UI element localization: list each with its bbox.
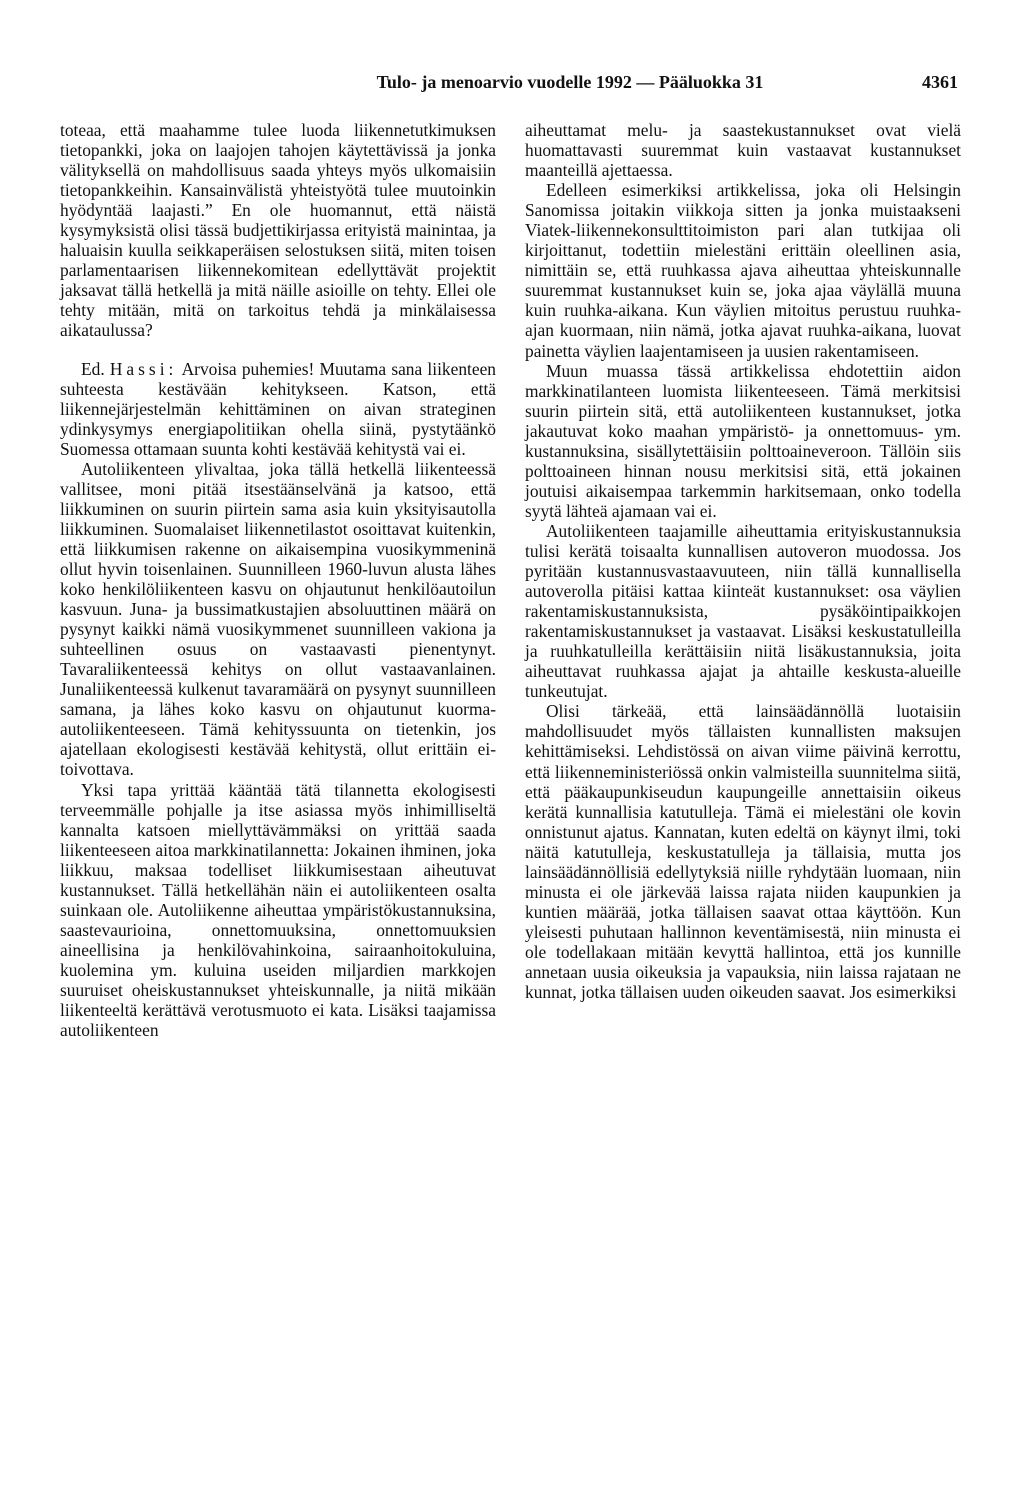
speaker-paragraph bbox=[60, 359, 496, 459]
page-header bbox=[60, 68, 964, 96]
speech-text: Arvoisa puhemies! Muutama sana liikenteen suhteesta kestävään kehitykseen. Katson, että liikennejärjestelmän kehittäminen on aivan strateginen ydinkysymys energiapolitiikan ohella siinä, pystytäänkö Suomessa ottamaan suunta kohti kestävää kehitystä vai ei. bbox=[60, 358, 496, 459]
page-number: 4361 bbox=[922, 72, 958, 92]
paragraph: Autoliikenteen ylivaltaa, joka tällä hetkellä liikenteessä vallitsee, moni pitää itsestäänselvänä ja katsoo, että liikkuminen on suurin piirtein sama asia kuin yksityisautolla liikkuminen. Suomalaiset liikennetilastot osoittavat kuitenkin, että liikkumisen rakenne on aikaisempina vuosikymmeninä ollut hyvin toisenlainen. Suunnilleen 1960-luvun alusta lähes koko henkilöliikenteen kasvu on ohjautunut henkilöautoilun kasvuun. Juna- ja bussimatkustajien absoluuttinen määrä on pysynyt kaikki nämä vuosikymmenet suunnilleen vakiona ja suhteellinen osuus on vastaavasti pienentynyt. Tavaraliikenteessä kehitys on ollut vastaavanlainen. Junaliikenteessä kulkenut tavaramäärä on pysynyt suunnilleen samana, ja lähes koko kasvu on ohjautunut kuorma-autoliikenteeseen. Tämä kehityssuunta on tietenkin, jos ajatellaan ekologisesti kestävää kehitystä, ollut erittäin ei-toivottava. bbox=[60, 458, 496, 780]
left-column bbox=[60, 120, 496, 1040]
paragraph: Edelleen esimerkiksi artikkelissa, joka oli Helsingin Sanomissa joitakin viikkoja sitten ja jonka muistaakseni Viatek-liikennekonsulttitoimiston pari alan tutkijaa oli kirjoittanut, todettiin mielestäni erittäin oleellinen asia, nimittäin se, että ruuhkassa ajava aiheuttaa yhteiskunnalle suuremmat kustannukset kuin se, joka ajaa väylällä muuna kuin ruuhka-aikana. Kun väylien mitoitus perustuu ruuhka-ajan kuormaan, niin nämä, jotka ajavat ruuhka-aikana, luovat painetta väylien laajentamiseen ja uusien rakentamiseen. bbox=[525, 180, 961, 361]
paragraph: Olisi tärkeää, että lainsäädännöllä luotaisiin mahdollisuudet myös tällaisten kunnallisten maksujen kehittämiseksi. Lehdistössä on aivan viime päivinä kerrottu, että liikenneministeriössä onkin valmisteilla suunnitelma siitä, että pääkaupunkiseudun kaupungeille annettaisiin oikeus kerätä kunnallisia katutulleja. Tämä ei mielestäni ole kovin onnistunut ajatus. Kannatan, kuten edeltä on käynyt ilmi, toki näitä katutulleja, keskustatulleja ja tällaisia, mutta jos lainsäädännöllisiä edellytyksiä niille ryhdytään luomaan, niin minusta ei ole järkevää laissa rajata niiden kaupunkien ja kuntien määrää, jotka tällaisen saavat ottaa käyttöön. Kun yleisesti puhutaan hallinnon keventämisestä, niin minusta ei ole todellakaan mitään kevyttä hallintoa, että jos kunnille annetaan uusia oikeuksia ja vapauksia, niin laissa rajataan ne kunnat, jotka tällaisen uuden oikeuden saavat. Jos esimerkiksi bbox=[525, 701, 961, 1003]
paragraph: Autoliikenteen taajamille aiheuttamia erityiskustannuksia tulisi kerätä toisaalta kunnallisen autoveron muodossa. Jos pyritään kustannusvastaavuuteen, niin tällä kunnallisella autoverolla pitäisi kattaa kiinteät kustannukset: osa väylien rakentamiskustannuksista, pysäköintipaikkojen rakentamiskustannukset ja vastaavat. Lisäksi keskustatulleilla ja ruuhkatulleilla kerättäisiin niitä lisäkustannuksia, joita aiheuttavat ruuhkassa ajajat ja ahtaille keskusta-alueille tunkeutujat. bbox=[525, 520, 961, 702]
speaker-prefix: Ed. bbox=[81, 358, 105, 379]
paragraph: Yksi tapa yrittää kääntää tätä tilannetta ekologisesti terveemmälle pohjalle ja itse asiassa myös inhimilliseltä kannalta katsoen miellyttävämmäksi on yrittää saada liikenteeseen aitoa markkinatilannetta: Jokainen ihminen, joka liikkuu, maksaa todelliset liikkumisestaan aiheutuvat kustannukset. Tällä hetkellähän näin ei autoliikenteen osalta suinkaan ole. Autoliikenne aiheuttaa ympäristökustannuksina, saastevaurioina, onnettomuuksina, onnettomuuksien aineellisina ja henkilövahinkoina, sairaanhoitokuluina, kuolemina ym. kuluina useiden miljardien markkojen suuruiset oheiskustannukset yhteiskunnalle, ja niitä mikään liikenteeltä kerättävä verotusmuoto ei kata. Lisäksi taajamissa autoliikenteen bbox=[60, 779, 496, 1041]
running-title: Tulo- ja menoarvio vuodelle 1992 — Pääluokka 31 bbox=[376, 72, 764, 92]
speaker-name: Hassi: bbox=[109, 358, 178, 379]
right-column bbox=[525, 120, 961, 1002]
paragraph: Muun muassa tässä artikkelissa ehdotettiin aidon markkinatilanteen luomista liikenteeseen. Tämä merkitsisi suurin piirtein sitä, että autoliikenteen kustannukset, jotka jakautuvat koko maahan ympäristö- ja onnettomuus- ym. kustannuksina, sisällytettäisiin polttoaineveroon. Tällöin siis polttoaineen hinnan nousu merkitsisi sitä, että jokainen joutuisi aikaisempaa tarkemmin harkitsemaan, onko todella syytä lähteä ajamaan vai ei. bbox=[525, 360, 961, 521]
paragraph: toteaa, että maahamme tulee luoda liikennetutkimuksen tietopankki, joka on laajojen tahojen käytettävissä ja jonka välityksellä on mahdollisuus saada yhteys myös ulkomaisiin tietopankkeihin. Kansainvälistä yhteistyötä tulee muutoinkin hyödyntää laajasti.” En ole huomannut, että näistä kysymyksistä olisi tässä budjettikirjassa erityistä mainintaa, ja haluaisin kuulla seikkaperäisen selostuksen siitä, miten toisen parlamentaarisen liikennekomitean edellyttävät projektit jaksavat tällä hetkellä ja mitä näille asioille on tehty. Ellei ole tehty mitään, mitä on tarkoitus tehdä ja minkälaisessa aikataulussa? bbox=[60, 120, 496, 341]
paragraph: aiheuttamat melu- ja saastekustannukset ovat vielä huomattavasti suuremmat kuin vastaavat kustannukset maanteillä ajettaessa. bbox=[525, 120, 961, 181]
